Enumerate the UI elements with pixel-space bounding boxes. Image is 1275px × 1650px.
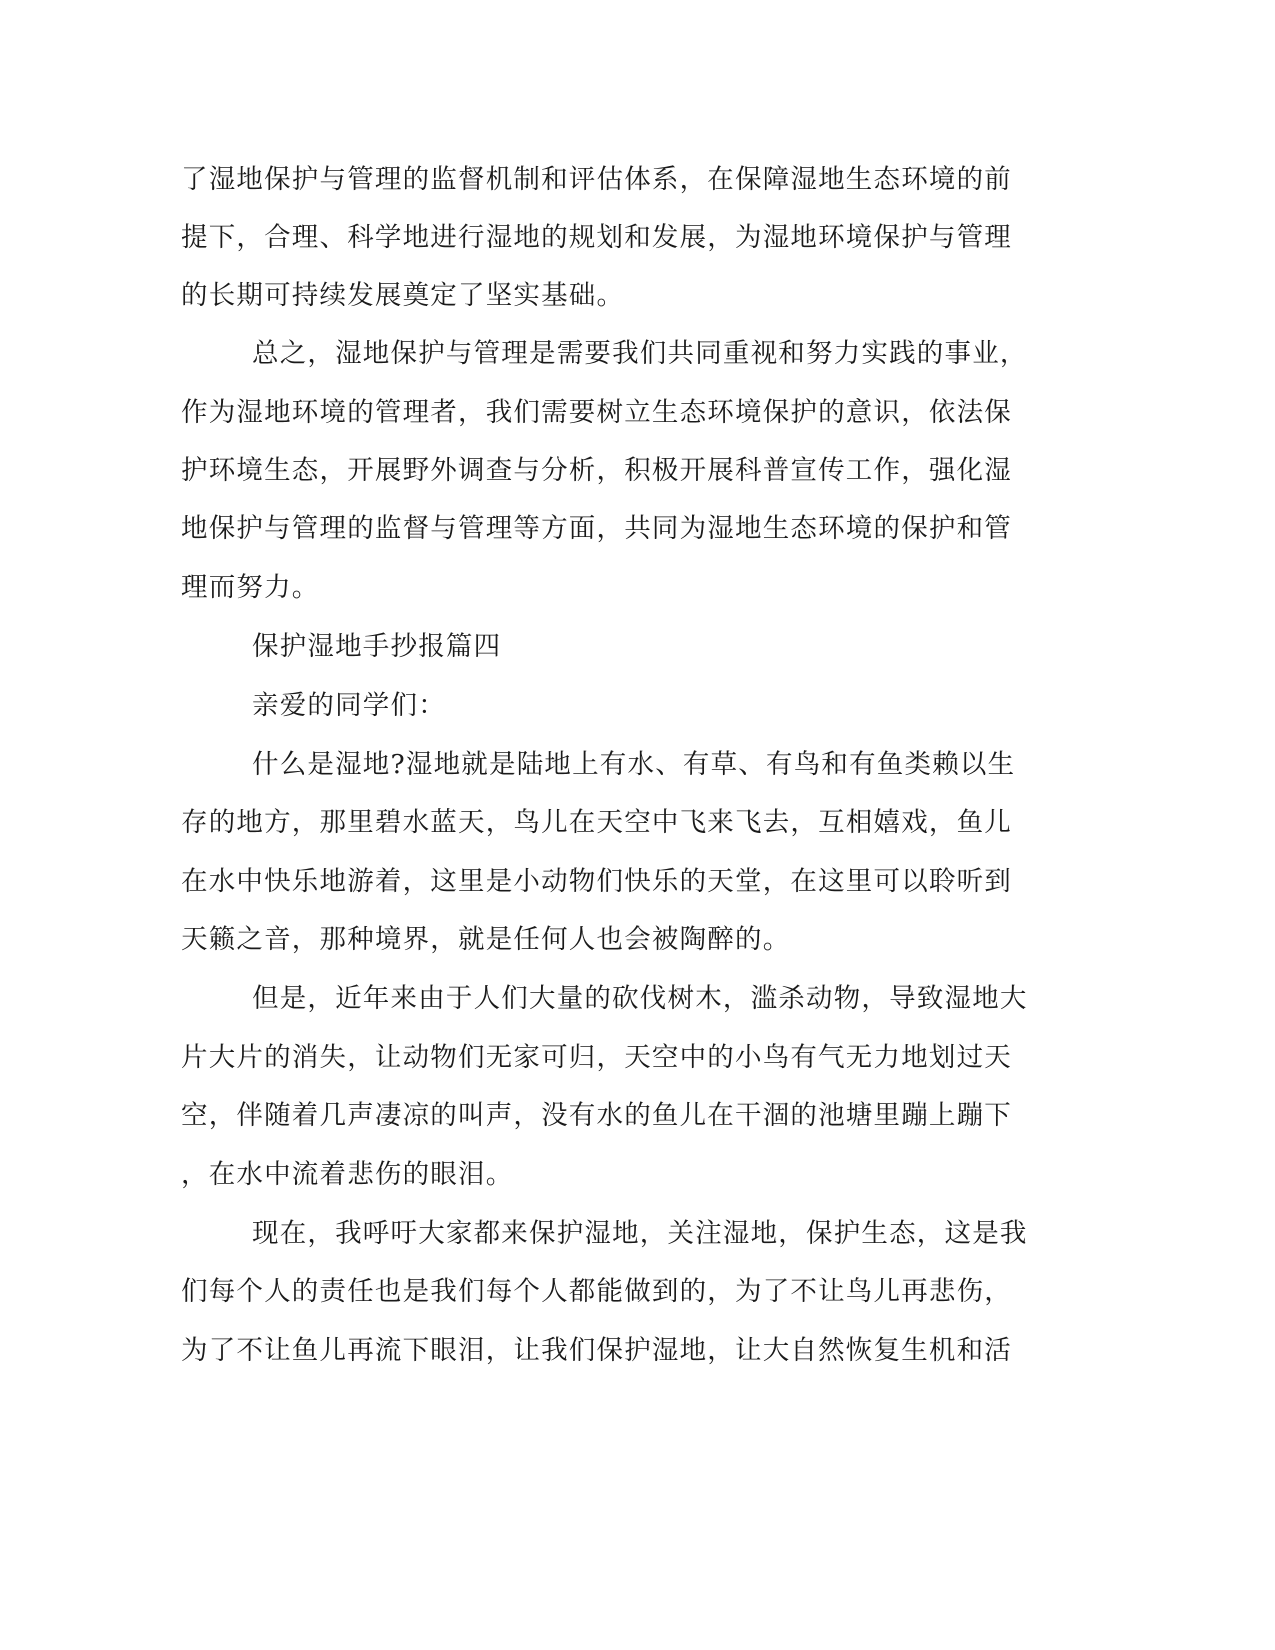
text-line: 存的地方，那里碧水蓝天，鸟儿在天空中飞来飞去，互相嬉戏，鱼儿	[181, 807, 1012, 838]
text-line: 的长期可持续发展奠定了坚实基础。	[181, 280, 625, 311]
text-line: 在水中快乐地游着，这里是小动物们快乐的天堂，在这里可以聆听到	[181, 866, 1012, 897]
text-line: 天籁之音，那种境界，就是任何人也会被陶醉的。	[181, 924, 791, 955]
paragraph-start-line: 什么是湿地?湿地就是陆地上有水、有草、有鸟和有鱼类赖以生	[252, 749, 1016, 780]
paragraph-start-line: 但是，近年来由于人们大量的砍伐树木，滥杀动物，导致湿地大	[252, 983, 1028, 1014]
paragraph-start-line: 总之，湿地保护与管理是需要我们共同重视和努力实践的事业，	[252, 338, 1028, 369]
salutation: 亲爱的同学们：	[252, 690, 446, 721]
text-line: 片大片的消失，让动物们无家可归，天空中的小鸟有气无力地划过天	[181, 1042, 1012, 1073]
text-line: 作为湿地环境的管理者，我们需要树立生态环境保护的意识，依法保	[181, 397, 1012, 428]
text-line: 理而努力。	[181, 572, 320, 603]
text-line: 了湿地保护与管理的监督机制和评估体系，在保障湿地生态环境的前	[181, 164, 1012, 195]
text-line: 地保护与管理的监督与管理等方面，共同为湿地生态环境的保护和管	[181, 513, 1012, 544]
section-heading: 保护湿地手抄报篇四	[252, 631, 502, 662]
text-line: 们每个人的责任也是我们每个人都能做到的，为了不让鸟儿再悲伤，	[181, 1276, 1012, 1307]
paragraph-start-line: 现在，我呼吁大家都来保护湿地，关注湿地，保护生态，这是我	[252, 1218, 1028, 1249]
text-line: 为了不让鱼儿再流下眼泪，让我们保护湿地，让大自然恢复生机和活	[181, 1335, 1012, 1366]
text-line: 护环境生态，开展野外调查与分析，积极开展科普宣传工作，强化湿	[181, 455, 1012, 486]
text-line: 空，伴随着几声凄凉的叫声，没有水的鱼儿在干涸的池塘里蹦上蹦下	[181, 1100, 1012, 1131]
text-line: 提下，合理、科学地进行湿地的规划和发展，为湿地环境保护与管理	[181, 222, 1012, 253]
text-line: ，在水中流着悲伤的眼泪。	[181, 1159, 514, 1190]
